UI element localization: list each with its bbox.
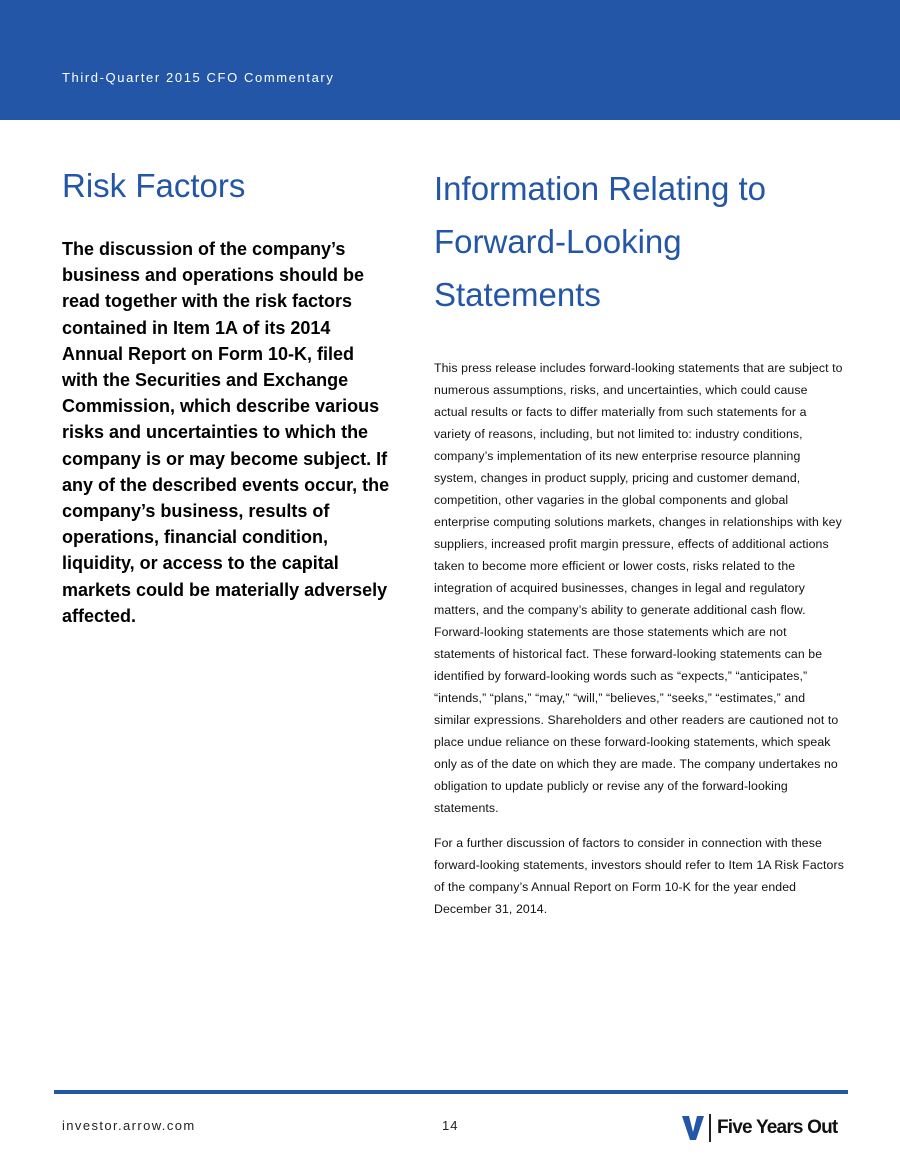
risk-factors-body: The discussion of the company’s business and operations should be read together with the risk factors contained in Item 1A of its 2014 Annual Report on Form 10-K, filed with the Securities and Exchange Commission, which describe various risks and uncertainties to which the company is or may become subject. If any of the described events occur, the company’s business, results of operations, financial condition, liquidity, or access to the capital markets could be materially adversely affected.	[62, 239, 390, 626]
forward-looking-title: Information Relating to Forward-Looking Statements	[434, 170, 767, 313]
risk-factors-section	[62, 162, 392, 629]
arrow-v-logo-icon	[682, 1114, 704, 1142]
brand-logo	[682, 1112, 837, 1144]
footer-rule	[54, 1090, 848, 1094]
header-band	[0, 0, 900, 120]
header-title: Third-Quarter 2015 CFO Commentary	[62, 70, 335, 85]
forward-looking-section	[434, 162, 844, 920]
risk-factors-title: Risk Factors	[62, 167, 246, 204]
page-number: 14	[442, 1118, 459, 1133]
forward-looking-paragraph-2: For a further discussion of factors to consider in connection with these forward-looking statements, investors should refer to Item 1A Risk Factors of the company’s Annual Report on Form 10-K for the year ended December 31, 2014.	[434, 836, 844, 916]
footer-url[interactable]: investor.arrow.com	[62, 1118, 196, 1133]
brand-tagline: Five Years Out	[717, 1117, 838, 1138]
forward-looking-paragraph-1: This press release includes forward-looking statements that are subject to numerous assumptions, risks, and uncertainties, which could cause actual results or facts to differ materially from such statements for a variety of reasons, including, but not limited to: industry conditions, company’s implementation of its new enterprise resource planning system, changes in product supply, pricing and customer demand, competition, other vagaries in the global components and global enterprise computing solutions markets, changes in relationships with key suppliers, increased profit margin pressure, effects of additional actions taken to become more efficient or lower costs, risks related to the integration of acquired businesses, changes in legal and regulatory matters, and the company’s ability to generate additional cash flow. Forward-looking statements are those statements which are not statements of historical fact. These forward-looking statements can be identified by forward-looking words such as “expects,” “anticipates,” “intends,” “plans,” “may,” “will,” “believes,” “seeks,” “estimates,” and similar expressions. Shareholders and other readers are cautioned not to place undue reliance on these forward-looking statements, which speak only as of the date on which they are made. The company undertakes no obligation to update publicly or revise any of the forward-looking statements.	[434, 361, 843, 815]
brand-separator	[709, 1114, 711, 1142]
